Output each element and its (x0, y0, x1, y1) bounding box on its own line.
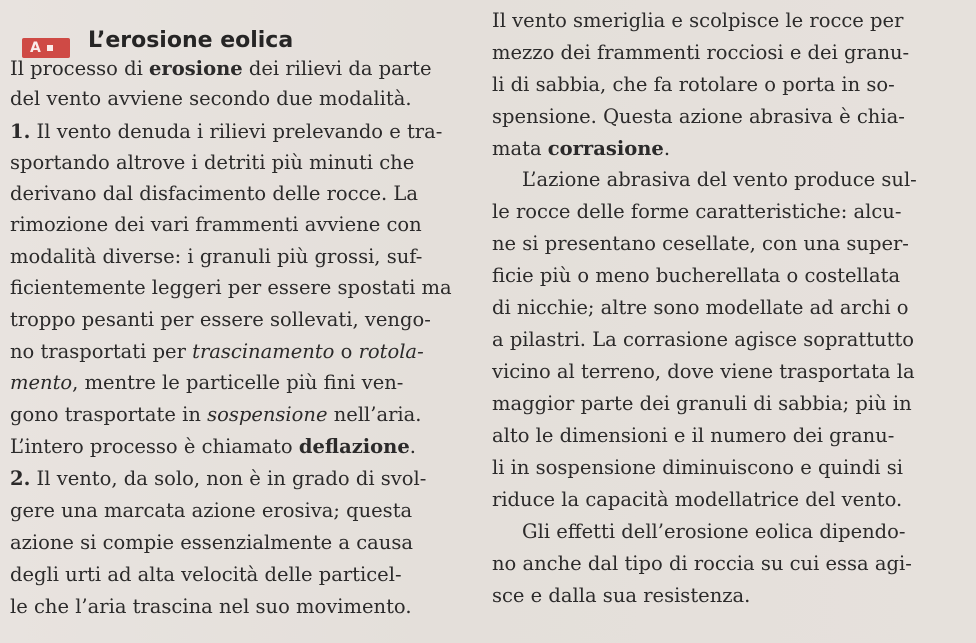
section-title: L’erosione eolica (88, 28, 294, 53)
text-line: mezzo dei frammenti rocciosi e dei granu- (492, 41, 910, 64)
text-line: ficie più o meno bucherellata o costellata (492, 264, 901, 287)
text-span: no trasportati per (10, 340, 193, 363)
term-erosione: erosione (149, 57, 243, 80)
text-line: li di sabbia, che fa rotolare o porta in so- (492, 73, 895, 96)
text-line (10, 368, 403, 398)
text-span: gono trasportate in (10, 403, 208, 426)
text-line: sportando altrove i detriti più minuti che (10, 151, 415, 174)
text-span: , mentre le particelle più fini ven- (72, 371, 404, 394)
text-span: . (663, 137, 671, 160)
text-span: . (409, 435, 416, 458)
text-span: nell’aria. (327, 403, 422, 426)
text-line: vicino al terreno, dove viene trasportata la (492, 360, 915, 383)
term-trascinamento: trascinamento (192, 340, 335, 363)
text-line: li in sospensione diminuiscono e quindi si (492, 456, 903, 479)
text-line: alto le dimensioni e il numero dei granu- (492, 424, 895, 447)
text-line: azione si compie essenzialmente a causa (10, 531, 413, 554)
text-line: troppo pesanti per essere sollevati, vengo- (10, 308, 431, 331)
text-line (10, 464, 426, 494)
term-deflazione: deflazione (298, 435, 410, 458)
text-span: dei rilievi da parte (242, 57, 432, 80)
text-span: Il vento, da solo, non è in grado di svol- (30, 467, 427, 490)
text-line: sce e dalla sua resistenza. (492, 584, 751, 607)
term-corrasione: corrasione (547, 137, 664, 160)
text-line: riduce la capacità modellatrice del vento. (492, 488, 903, 511)
text-span: L’intero processo è chiamato (10, 435, 299, 458)
text-line (10, 400, 422, 430)
text-line: no anche dal tipo di roccia su cui essa agi- (492, 552, 912, 575)
text-span: Il processo di (10, 57, 150, 80)
text-line: modalità diverse: i granuli più grossi, suf- (10, 245, 423, 268)
text-line: le rocce delle forme caratteristiche: alcu- (492, 200, 902, 223)
text-span: mata (492, 137, 548, 160)
text-line: a pilastri. La corrasione agisce soprattutto (492, 328, 915, 351)
section-badge-label: A (30, 40, 41, 56)
text-line: rimozione dei vari frammenti avviene con (10, 213, 422, 236)
text-line: Il vento smeriglia e scolpisce le rocce per (492, 9, 904, 32)
term-sospensione: sospensione (207, 403, 328, 426)
text-line: Gli effetti dell’erosione eolica dipendo- (522, 520, 906, 543)
list-number: 1. (10, 120, 31, 143)
text-line: gere una marcata azione erosiva; questa (10, 499, 413, 522)
text-line: le che l’aria trascina nel suo movimento. (10, 595, 412, 618)
text-line: del vento avviene secondo due modalità. (10, 87, 412, 110)
text-line (10, 432, 416, 462)
text-span: o (334, 340, 359, 363)
badge-square-icon (47, 45, 53, 51)
text-line: spensione. Questa azione abrasiva è chia- (492, 105, 905, 128)
text-line (10, 117, 442, 147)
text-span: Il vento denuda i rilievi prelevando e tra- (30, 120, 443, 143)
text-line: degli urti ad alta velocità delle particel- (10, 563, 402, 586)
text-line: maggior parte dei granuli di sabbia; più in (492, 392, 912, 415)
text-line: ne si presentano cesellate, con una super- (492, 232, 909, 255)
list-number: 2. (10, 467, 31, 490)
term-rotolamento: rotola- (358, 340, 424, 363)
term-rotolamento-end: mento (10, 371, 73, 394)
text-line: derivano dal disfacimento delle rocce. La (10, 182, 419, 205)
text-line: di nicchie; altre sono modellate ad archi o (492, 296, 909, 319)
text-line (492, 134, 670, 164)
text-line (10, 337, 424, 367)
text-line (10, 54, 431, 84)
text-line: ficientemente leggeri per essere spostati ma (10, 276, 452, 299)
text-line: L’azione abrasiva del vento produce sul- (522, 168, 917, 191)
